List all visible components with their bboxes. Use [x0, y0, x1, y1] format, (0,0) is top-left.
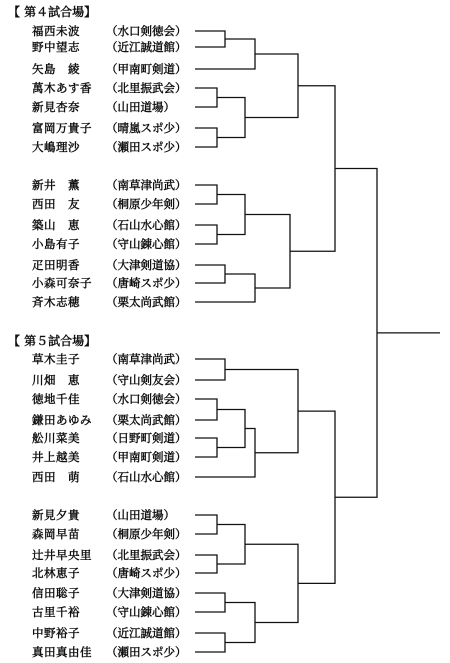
entry-dojo: （瀬田スポ少）	[106, 645, 187, 659]
entry-name: 鎌田あゆみ	[32, 413, 92, 427]
entry-name: 中野裕子	[32, 626, 80, 640]
bracket-line	[225, 603, 255, 643]
entry-name: 斉木志穂	[32, 295, 80, 309]
bracket-line	[245, 544, 298, 622]
bracket-line	[195, 359, 225, 380]
bracket-line	[217, 195, 245, 235]
entry-name: 富岡万貴子	[32, 121, 92, 135]
bracket-line	[195, 31, 225, 47]
section-header-court-5: 【 第５試合場】	[8, 334, 97, 348]
entry-dojo: （守山錬心館）	[106, 237, 187, 251]
entry-name: 築山 恵	[32, 218, 80, 232]
entry-name: 真田真由佳	[32, 645, 92, 659]
entry-dojo: （南草津尚武）	[106, 178, 187, 192]
bracket-line	[225, 370, 298, 453]
section-header-court-4: 【 第４試合場】	[8, 5, 97, 19]
bracket-line	[245, 215, 290, 289]
entry-name: 新井 薫	[32, 178, 80, 192]
entry-dojo: （石山水心館）	[106, 470, 187, 484]
entry-dojo: （近江誠道館）	[106, 626, 187, 640]
entry-dojo: （大津剣道協）	[106, 258, 187, 272]
entry-dojo: （山田道場）	[106, 100, 175, 114]
entry-dojo: （栗太尚武館）	[106, 413, 187, 427]
entry-name: 川畑 恵	[32, 373, 80, 387]
bracket-line	[195, 225, 217, 244]
entry-dojo: （南草津尚武）	[106, 352, 187, 366]
entry-name: 北林恵子	[32, 566, 80, 580]
bracket-line	[195, 593, 225, 612]
entry-name: 西田 友	[32, 197, 80, 211]
bracket-line	[195, 633, 225, 652]
entry-name: 疋田明香	[32, 258, 80, 272]
entry-dojo: （水口剣徳会）	[106, 24, 187, 38]
entry-name: 古里千裕	[32, 605, 80, 619]
entry-dojo: （山田道場）	[106, 508, 175, 522]
entry-name: 小島有子	[32, 237, 80, 251]
entry-dojo: （唐崎スポ少）	[106, 566, 187, 580]
entry-dojo: （石山水心館）	[106, 218, 187, 232]
bracket-line	[245, 54, 298, 118]
bracket-line	[195, 438, 217, 457]
entry-dojo: （大津剣道協）	[106, 586, 187, 600]
entry-dojo: （近江誠道館）	[106, 40, 187, 54]
entry-name: 井上越美	[32, 450, 80, 464]
entry-dojo: （桐原少年剣）	[106, 197, 187, 211]
entry-name: 小森可奈子	[32, 276, 92, 290]
entry-name: 信田聡子	[32, 586, 80, 600]
bracket-line	[335, 169, 377, 498]
bracket-line	[195, 265, 225, 283]
entry-dojo: （唐崎スポ少）	[106, 276, 187, 290]
entry-dojo: （晴嵐スポ少）	[106, 121, 187, 135]
bracket-line	[195, 429, 255, 478]
bracket-line	[195, 399, 217, 420]
entry-name: 徳地千佳	[32, 392, 80, 406]
entry-name: 西田 萌	[32, 470, 80, 484]
bracket-line	[217, 410, 245, 448]
bracket-line	[195, 128, 217, 147]
bracket-line	[195, 515, 217, 534]
bracket-line	[195, 88, 217, 107]
bracket-line	[290, 86, 335, 252]
bracket-line	[195, 555, 217, 573]
entry-dojo: （甲南町剣道）	[106, 62, 187, 76]
bracket-line	[217, 525, 245, 565]
entry-dojo: （北里振武会）	[106, 548, 187, 562]
entry-name: 新見夕貴	[32, 508, 80, 522]
entry-dojo: （桐原少年剣）	[106, 527, 187, 541]
bracket-line	[195, 185, 217, 204]
entry-name: 新見杏奈	[32, 100, 80, 114]
entry-dojo: （甲南町剣道）	[106, 450, 187, 464]
bracket-line	[217, 98, 245, 138]
entry-dojo: （瀬田スポ少）	[106, 140, 187, 154]
entry-name: 大嶋理沙	[32, 140, 80, 154]
entry-dojo: （日野町剣道）	[106, 431, 187, 445]
entry-name: 森岡早苗	[32, 527, 80, 541]
entry-name: 舩川菜美	[32, 431, 80, 445]
entry-dojo: （栗太尚武館）	[106, 295, 187, 309]
entry-dojo: （守山錬心館）	[106, 605, 187, 619]
entry-dojo: （守山剣友会）	[106, 373, 187, 387]
entry-dojo: （北里振武会）	[106, 81, 187, 95]
entry-name: 草木圭子	[32, 352, 80, 366]
entry-name: 矢島 綾	[32, 62, 80, 76]
bracket-line	[298, 411, 335, 583]
entry-name: 野中望志	[32, 40, 80, 54]
entry-dojo: （水口剣徳会）	[106, 392, 187, 406]
entry-name: 福西未波	[32, 24, 80, 38]
entry-name: 萬木あす香	[32, 81, 92, 95]
entry-name: 辻井早央里	[32, 548, 92, 562]
